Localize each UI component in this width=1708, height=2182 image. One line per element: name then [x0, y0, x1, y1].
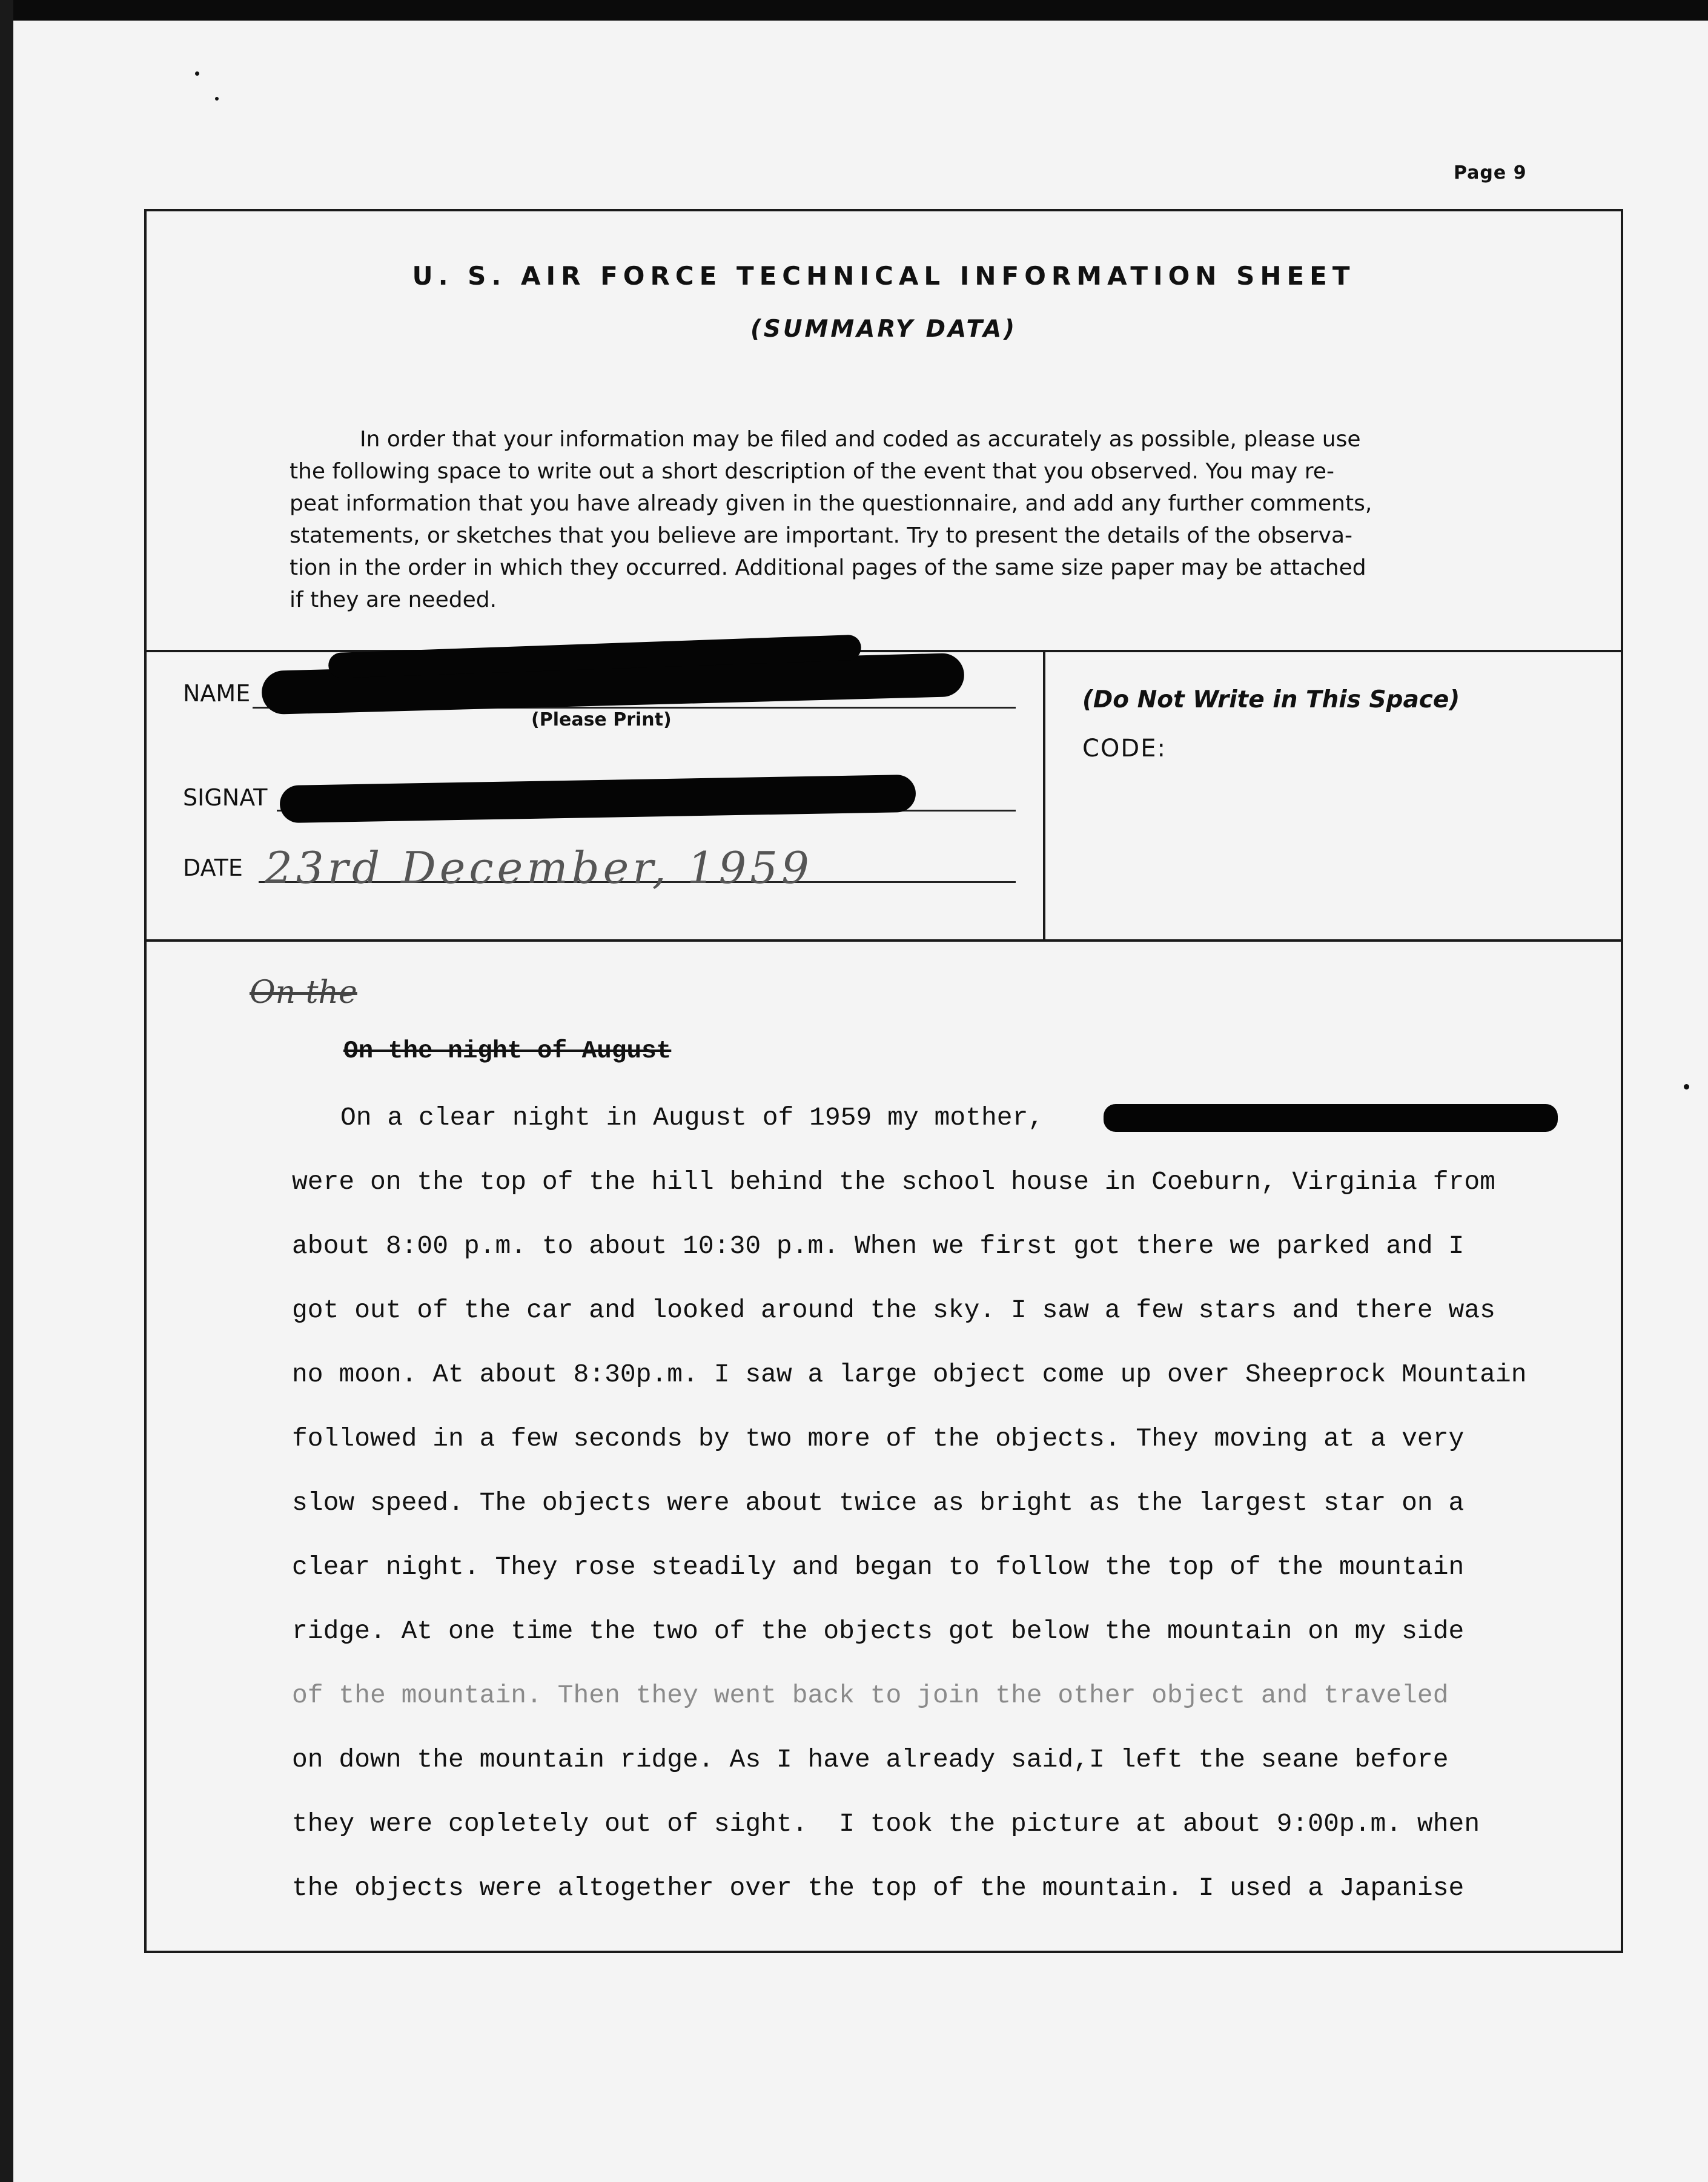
redaction-mark — [1104, 1104, 1558, 1132]
narrative-line: got out of the car and looked around the sky. I saw a few stars and there was — [292, 1295, 1495, 1325]
office-use-note: (Do Not Write in This Space) — [1082, 686, 1460, 713]
instruction-line: statements, or sketches that you believe are important. Try to present the details of the observa- — [290, 523, 1353, 548]
narrative-line: they were copletely out of sight. I took the picture at about 9:00p.m. when — [292, 1809, 1480, 1839]
signature-label: SIGNAT — [183, 784, 268, 811]
instructions-paragraph — [290, 423, 1495, 616]
narrative-line: the objects were altogether over the top of the mountain. I used a Japanise — [292, 1873, 1465, 1903]
redaction-mark — [280, 775, 916, 823]
identification-section — [147, 650, 1621, 942]
form-title: U. S. AIR FORCE TECHNICAL INFORMATION SHEET — [412, 261, 1355, 291]
instruction-line: tion in the order in which they occurred. Additional pages of the same size paper may be attached — [290, 555, 1366, 580]
instruction-line: the following space to write out a short description of the event that you observed. You may re- — [290, 459, 1334, 484]
form-header — [147, 211, 1621, 652]
scan-speck — [215, 97, 219, 101]
narrative-line: about 8:00 p.m. to about 10:30 p.m. When we first got there we parked and I — [292, 1231, 1465, 1261]
section-divider — [1043, 650, 1045, 939]
narrative-line: were on the top of the hill behind the school house in Coeburn, Virginia from — [292, 1167, 1495, 1197]
struck-heading: On the — [250, 974, 357, 1011]
narrative-line: slow speed. The objects were about twice as bright as the largest star on a — [292, 1488, 1465, 1518]
narrative-line: no moon. At about 8:30p.m. I saw a large object come up over Sheeprock Mountain — [292, 1360, 1527, 1389]
scan-border-top — [0, 0, 1708, 21]
please-print-label: (Please Print) — [531, 709, 672, 730]
page-number: Page 9 — [1454, 162, 1527, 183]
name-label: NAME — [183, 680, 251, 707]
technical-information-form — [144, 209, 1623, 1953]
scan-border-left — [0, 0, 13, 2182]
instruction-line: peat information that you have already given in the questionnaire, and add any further comments, — [290, 491, 1372, 516]
date-label: DATE — [183, 855, 243, 881]
narrative-line: of the mountain. Then they went back to join the other object and traveled — [292, 1681, 1449, 1710]
code-label: CODE: — [1082, 735, 1167, 762]
narrative-line: clear night. They rose steadily and began to follow the top of the mountain — [292, 1552, 1465, 1582]
instruction-line: In order that your information may be filed and coded as accurately as possible, please use — [360, 427, 1361, 452]
narrative-line: ridge. At one time the two of the objects got below the mountain on my side — [292, 1616, 1465, 1646]
date-handwritten: 23rd December, 1959 — [265, 842, 813, 893]
narrative-line: followed in a few seconds by two more of the objects. They moving at a very — [292, 1424, 1465, 1453]
narrative-line: on down the mountain ridge. As I have already said,I left the seane before — [292, 1745, 1449, 1774]
form-subtitle: (SUMMARY DATA) — [750, 316, 1018, 343]
narrative-section — [147, 942, 1621, 1953]
instruction-line: if they are needed. — [290, 587, 497, 612]
narrative-line: On a clear night in August of 1959 my mother, — [340, 1103, 1044, 1132]
scan-speck — [195, 71, 199, 76]
scan-speck — [1684, 1084, 1689, 1089]
struck-opening: On the night of August — [343, 1037, 672, 1065]
